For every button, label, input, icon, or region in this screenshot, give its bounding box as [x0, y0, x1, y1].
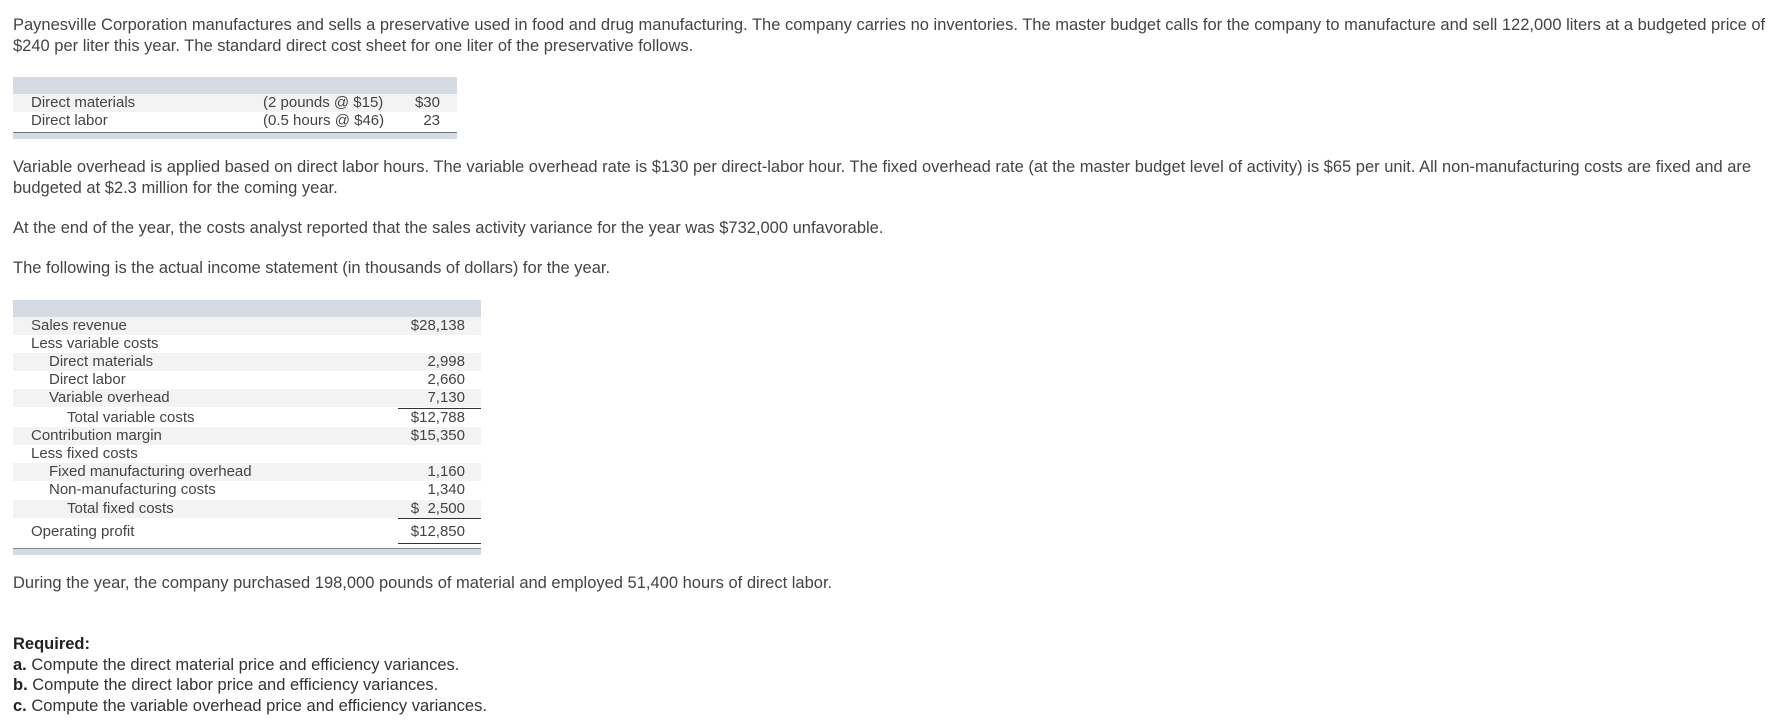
income-row	[13, 522, 481, 542]
required-item	[13, 675, 487, 696]
required-heading: Required:	[13, 635, 91, 653]
required-letter: b.	[13, 676, 28, 694]
income-value: $12,850	[410, 523, 465, 540]
income-label: Non-manufacturing costs	[49, 481, 216, 498]
income-row	[13, 353, 481, 371]
cost-item: Direct labor	[31, 112, 108, 129]
cost-amount: 23	[423, 112, 440, 129]
income-row	[13, 481, 481, 499]
variance-paragraph: At the end of the year, the costs analyst reported that the sales activity variance for the year was $732,000 unfavorable.	[13, 219, 884, 237]
income-label: Total fixed costs	[67, 500, 174, 517]
cost-item: Direct materials	[31, 94, 136, 111]
income-label: Variable overhead	[49, 389, 170, 406]
required-item	[13, 696, 487, 717]
income-row	[13, 409, 481, 427]
required-text: Compute the direct labor price and efficiency variances.	[32, 676, 439, 694]
income-row	[13, 445, 481, 463]
income-value: $28,138	[410, 317, 465, 334]
underline-rule	[398, 518, 481, 519]
cost-amount: $30	[414, 94, 440, 111]
income-label: Less fixed costs	[31, 445, 138, 462]
income-label: Total variable costs	[67, 409, 195, 426]
income-row	[13, 317, 481, 335]
income-row	[13, 500, 481, 518]
required-item	[13, 655, 487, 676]
purchase-paragraph: During the year, the company purchased 198,000 pounds of material and employed 51,400 hours of direct labor.	[13, 574, 833, 592]
required-section	[13, 634, 487, 716]
income-value: $ 2,500	[410, 500, 465, 517]
income-value: 1,340	[427, 481, 465, 498]
income-footer	[13, 548, 481, 555]
income-header	[13, 300, 481, 317]
income-row	[13, 427, 481, 445]
income-label: Operating profit	[31, 523, 135, 540]
cost-sheet-row	[13, 112, 457, 130]
income-label: Fixed manufacturing overhead	[49, 463, 252, 480]
income-row	[13, 463, 481, 481]
overhead-paragraph: Variable overhead is applied based on direct labor hours. The variable overhead rate is $130 per direct-labor hour. The fixed overhead rate (at the master budget level of activity) is $65 per unit. All non-manufacturing costs are fixed and are budgeted at $2.3 million for the coming year.	[13, 158, 1752, 197]
income-row	[13, 371, 481, 389]
cost-detail: (2 pounds @ $15)	[263, 94, 384, 111]
income-label: Less variable costs	[31, 335, 159, 352]
income-label: Direct materials	[49, 353, 154, 370]
income-label: Sales revenue	[31, 317, 127, 334]
income-value: 1,160	[427, 463, 465, 480]
income-value: 2,660	[427, 371, 465, 388]
income-row	[13, 389, 481, 407]
income-label: Direct labor	[49, 371, 126, 388]
intro-paragraph: Paynesville Corporation manufactures and sells a preservative used in food and drug manufacturing. The company carries no inventories. The master budget calls for the company to manufacture and sell 122,000 liters at a budgeted price of $240 per liter this year. The standard direct cost sheet for one liter of the preservative follows.	[13, 16, 1766, 55]
income-intro-paragraph: The following is the actual income statement (in thousands of dollars) for the year.	[13, 259, 611, 277]
income-value: $15,350	[410, 427, 465, 444]
income-label: Contribution margin	[31, 427, 162, 444]
income-row	[13, 335, 481, 353]
income-value: 7,130	[427, 389, 465, 406]
income-value: $12,788	[410, 409, 465, 426]
income-value: 2,998	[427, 353, 465, 370]
required-text: Compute the variable overhead price and efficiency variances.	[31, 696, 487, 715]
cost-detail: (0.5 hours @ $46)	[263, 112, 385, 129]
cost-sheet-row	[13, 94, 457, 112]
required-letter: c.	[13, 696, 27, 715]
required-letter: a.	[13, 655, 27, 674]
required-text: Compute the direct material price and efficiency variances.	[31, 655, 460, 674]
cost-sheet-bottom-rule	[13, 132, 457, 139]
cost-sheet-header	[13, 77, 457, 94]
